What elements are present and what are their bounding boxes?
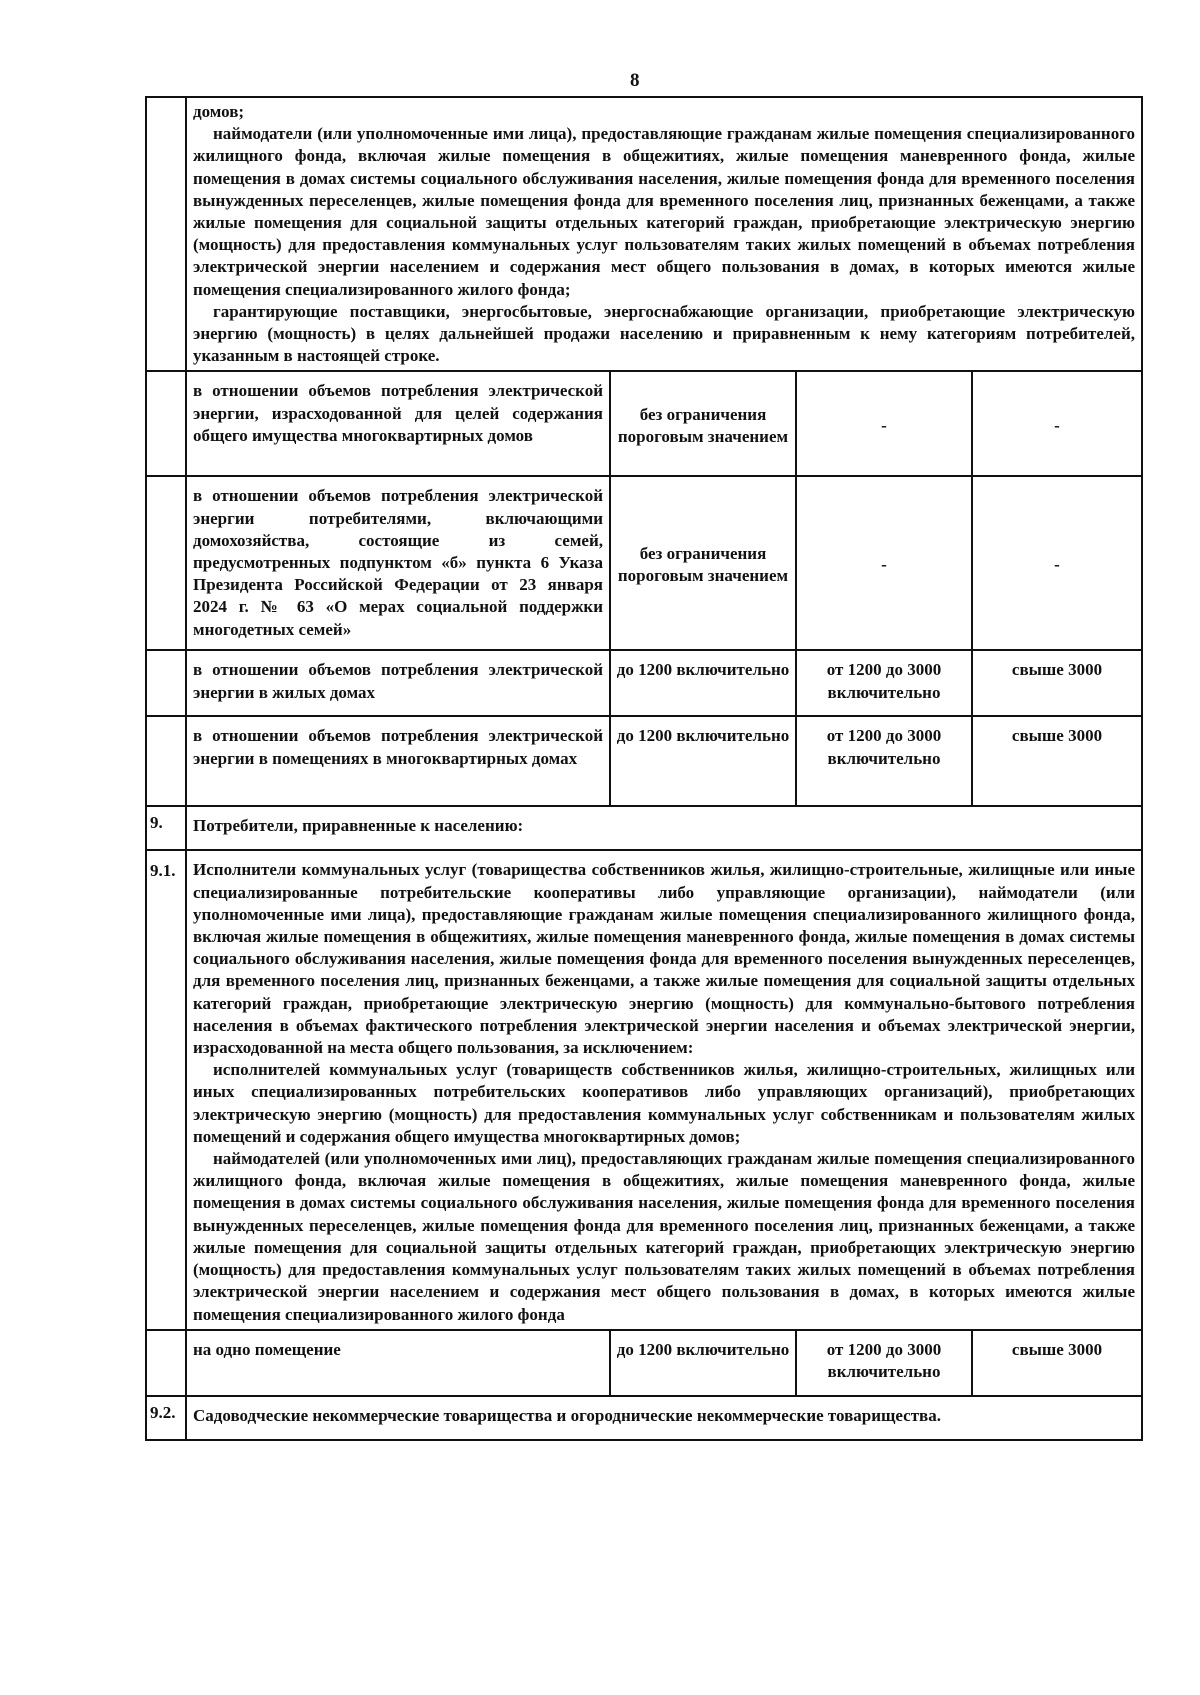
row-description: в отношении объемов потребления электрической энергии, израсходованной для целей содержания общего имущества многоквартирных домов: [187, 372, 611, 475]
threshold-3: свыше 3000: [1011, 660, 1103, 680]
table-row: [147, 477, 1141, 651]
threshold-2: от 1200 до 3000 включительно: [797, 651, 973, 715]
row-number-empty: [147, 651, 187, 715]
threshold-2: -: [797, 372, 973, 475]
threshold-2: -: [797, 477, 973, 649]
row-title: Садоводческие некоммерческие товарищества и огороднические некоммерческие товарищества.: [193, 1405, 941, 1425]
threshold-1: без ограничения пороговым значением: [611, 477, 797, 649]
row-number: 9.: [147, 807, 187, 849]
row-number-empty: [147, 372, 187, 475]
threshold-1: до 1200 включительно: [611, 1331, 797, 1395]
threshold-1: до 1200 включительно: [611, 651, 797, 715]
table-row: [147, 1331, 1141, 1397]
paragraph: наймодатели (или уполномоченные ими лица), предоставляющие гражданам жилые помещения специализированного жилищного фонда, включая жилые помещения в общежитиях, жилые помещения маневренного фонда, жилые помещения в домах системы социального обслуживания населения, жилые помещения фонда для временного поселения вынужденных переселенцев, жилые помещения фонда для временного поселения лиц, признанных беженцами, а также жилые помещения для социальной защиты отдельных категорий граждан, приобретающие электрическую энергию (мощность) для предоставления коммунальных услуг пользователям таких жилых помещений в объемах потребления электрической энергии населением и содержания мест общего пользования в домах, в которых имеются жилые помещения специализированного жилого фонда;: [193, 124, 1135, 299]
threshold-3: -: [1054, 415, 1060, 435]
row-text: [187, 851, 1141, 1328]
page-number: 8: [630, 70, 640, 91]
threshold-2: от 1200 до 3000 включительно: [797, 1331, 973, 1395]
row-description: в отношении объемов потребления электрической энергии в жилых домах: [187, 651, 611, 715]
tariff-table: [145, 96, 1143, 1441]
row-number: 9.1.: [147, 851, 187, 1328]
table-row-9-2: [147, 1397, 1141, 1439]
threshold-3: свыше 3000: [1011, 726, 1103, 746]
row-description: на одно помещение: [187, 1331, 611, 1395]
table-row-9-1: [147, 851, 1141, 1330]
row-description: в отношении объемов потребления электрической энергии в помещениях в многоквартирных домах: [187, 717, 611, 805]
threshold-3: -: [1054, 555, 1060, 575]
table-row: [147, 717, 1141, 807]
paragraph: исполнителей коммунальных услуг (товариществ собственников жилья, жилищно-строительных, жилищных или иных специализированных потребительских кооперативов либо управляющих организаций), приобретающих электрическую энергию (мощность) для предоставления коммунальных услуг собственникам и пользователям жилых помещений и содержания общего имущества многоквартирных домов;: [193, 1060, 1135, 1146]
row-number-empty: [147, 477, 187, 649]
row-title: Потребители, приравненные к населению:: [193, 816, 524, 836]
threshold-3: свыше 3000: [1011, 1339, 1103, 1359]
threshold-1: без ограничения пороговым значением: [611, 372, 797, 475]
row-number-empty: [147, 98, 187, 370]
threshold-1: до 1200 включительно: [611, 717, 797, 805]
paragraph: наймодателей (или уполномоченных ими лиц), предоставляющих гражданам жилые помещения специализированного жилищного фонда, включая жилые помещения в общежитиях, жилые помещения маневренного фонда, жилые помещения в домах системы социального обслуживания населения, жилые помещения фонда для временного поселения вынужденных переселенцев, жилые помещения фонда для временного поселения лиц, признанных беженцами, а также жилые помещения для социальной защиты отдельных категорий граждан, приобретающих электрическую энергию (мощность) для предоставления коммунальных услуг пользователям таких жилых помещений в объемах потребления электрической энергии населением и содержания мест общего пользования в домах, в которых имеются жилые помещения специализированного жилого фонда: [193, 1149, 1135, 1324]
table-row: [147, 651, 1141, 717]
paragraph: гарантирующие поставщики, энергосбытовые, энергоснабжающие организации, приобретающие электрическую энергию (мощность) в целях дальнейшей продажи населению и приравненным к нему категориям потребителей, указанным в настоящей строке.: [193, 301, 1135, 366]
table-row-continuation: [147, 98, 1141, 372]
paragraph: домов;: [193, 102, 245, 121]
table-row: [147, 372, 1141, 477]
row-description: в отношении объемов потребления электрической энергии потребителями, включающими домохозяйства, состоящие из семей, предусмотренных подпунктом «б» пункта 6 Указа Президента Российской Федерации от 23 января 2024 г. № 63 «О мерах социальной поддержки многодетных семей»: [187, 477, 611, 649]
threshold-2: от 1200 до 3000 включительно: [797, 717, 973, 805]
row-number-empty: [147, 717, 187, 805]
paragraph: Исполнители коммунальных услуг (товарищества собственников жилья, жилищно-строительные, жилищные или иные специализированные потребительские кооперативы либо управляющие организации), наймодатели (или уполномоченные ими лица), предоставляющие гражданам жилые помещения специализированного жилищного фонда, включая жилые помещения в общежитиях, жилые помещения маневренного фонда, жилые помещения в домах системы социального обслуживания населения, жилые помещения фонда для временного поселения вынужденных переселенцев, для временного поселения лиц, признанных беженцами, а также жилые помещения для социальной защиты отдельных категорий граждан, приобретающие электрическую энергию (мощность) для коммунально-бытового потребления населения в объемах фактического потребления электрической энергии населения и объемах электрической энергии, израсходованной на места общего пользования, за исключением:: [193, 860, 1135, 1058]
row-number: 9.2.: [147, 1397, 187, 1439]
row-number-empty: [147, 1331, 187, 1395]
table-row-9: [147, 807, 1141, 851]
continuation-text: [187, 98, 1141, 370]
